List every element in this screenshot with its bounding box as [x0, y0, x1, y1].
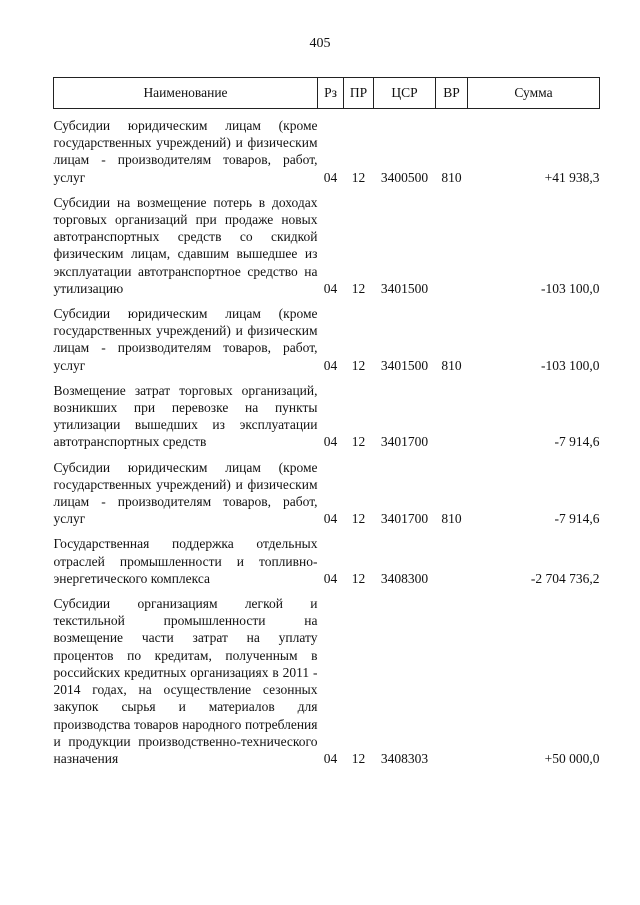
table-header-row — [54, 78, 600, 109]
row-rz: 04 — [323, 750, 338, 766]
header-pr: ПР — [344, 78, 374, 109]
row-csr: 3401500 — [380, 357, 429, 373]
row-rz: 04 — [323, 280, 338, 296]
row-pr: 12 — [351, 169, 366, 185]
header-vr: ВР — [436, 78, 468, 109]
row-name-cell — [54, 527, 318, 587]
row-rz: 04 — [323, 357, 338, 373]
row-name: Возмещение затрат торговых организаций, возникших при перевозке на пункты утилизации вышедших из эксплуатации автотранспортных средств — [53, 382, 318, 450]
row-vr — [436, 374, 468, 451]
budget-table — [53, 77, 600, 767]
table-row — [54, 451, 600, 528]
row-sum: +41 938,3 — [544, 169, 600, 185]
table-row — [54, 109, 600, 186]
row-csr: 3401500 — [380, 280, 429, 296]
row-name-cell — [54, 587, 318, 767]
table-row — [54, 527, 600, 587]
row-sum: -2 704 736,2 — [530, 570, 600, 586]
header-name: Наименование — [54, 78, 318, 109]
row-csr: 3401700 — [380, 434, 429, 450]
row-pr: 12 — [351, 570, 366, 586]
row-pr: 12 — [351, 750, 366, 766]
table-row — [54, 374, 600, 451]
row-sum: -103 100,0 — [541, 280, 600, 296]
row-name: Субсидии на возмещение потерь в доходах торговых организаций при продаже новых автотранспортных средств со скидкой физическим лицам, сдавшим вышедшее из эксплуатации автотранспортное средство на утилизацию — [53, 194, 318, 296]
row-vr: 810 — [441, 169, 462, 185]
row-rz: 04 — [323, 511, 338, 527]
table-row — [54, 297, 600, 374]
row-sum: -7 914,6 — [554, 434, 600, 450]
row-name-cell — [54, 109, 318, 186]
table-row — [54, 186, 600, 297]
row-csr: 3400500 — [380, 169, 429, 185]
row-vr: 810 — [441, 357, 462, 373]
row-sum: +50 000,0 — [544, 750, 600, 766]
row-vr — [436, 527, 468, 587]
row-sum: -103 100,0 — [541, 357, 600, 373]
table-row — [54, 587, 600, 767]
header-csr: ЦСР — [374, 78, 436, 109]
row-pr: 12 — [351, 511, 366, 527]
row-name-cell — [54, 374, 318, 451]
row-name: Субсидии организациям легкой и текстильной промышленности на возмещение части затрат на уплату процентов по кредитам, полученным в российских кредитных организациях в 2011 - 2014 годах, на осуществление сезонных закупок сырья и материалов для производства товаров народного потребления и продукции производственно-технического назначения — [53, 596, 318, 766]
row-pr: 12 — [351, 280, 366, 296]
row-rz: 04 — [323, 169, 338, 185]
row-csr: 3401700 — [380, 511, 429, 527]
row-name-cell — [54, 297, 318, 374]
row-pr: 12 — [351, 434, 366, 450]
header-sum: Сумма — [468, 78, 600, 109]
row-name: Субсидии юридическим лицам (кроме государственных учреждений) и физическим лицам - производителям товаров, работ, услуг — [53, 118, 318, 185]
row-vr: 810 — [441, 511, 462, 527]
page-number: 405 — [309, 36, 331, 51]
row-pr: 12 — [351, 357, 366, 373]
row-csr: 3408300 — [380, 570, 429, 586]
row-vr — [436, 186, 468, 297]
row-name: Субсидии юридическим лицам (кроме государственных учреждений) и физическим лицам - производителям товаров, работ, услуг — [53, 459, 318, 527]
row-name: Государственная поддержка отдельных отраслей промышленности и топливно-энергетического комплекса — [53, 536, 318, 586]
header-rz: Рз — [318, 78, 344, 109]
row-name-cell — [54, 451, 318, 528]
row-csr: 3408303 — [380, 750, 429, 766]
row-rz: 04 — [323, 570, 338, 586]
row-rz: 04 — [323, 434, 338, 450]
row-vr — [436, 587, 468, 767]
row-name-cell — [54, 186, 318, 297]
row-sum: -7 914,6 — [554, 511, 600, 527]
row-name: Субсидии юридическим лицам (кроме государственных учреждений) и физическим лицам - производителям товаров, работ, услуг — [53, 306, 318, 373]
